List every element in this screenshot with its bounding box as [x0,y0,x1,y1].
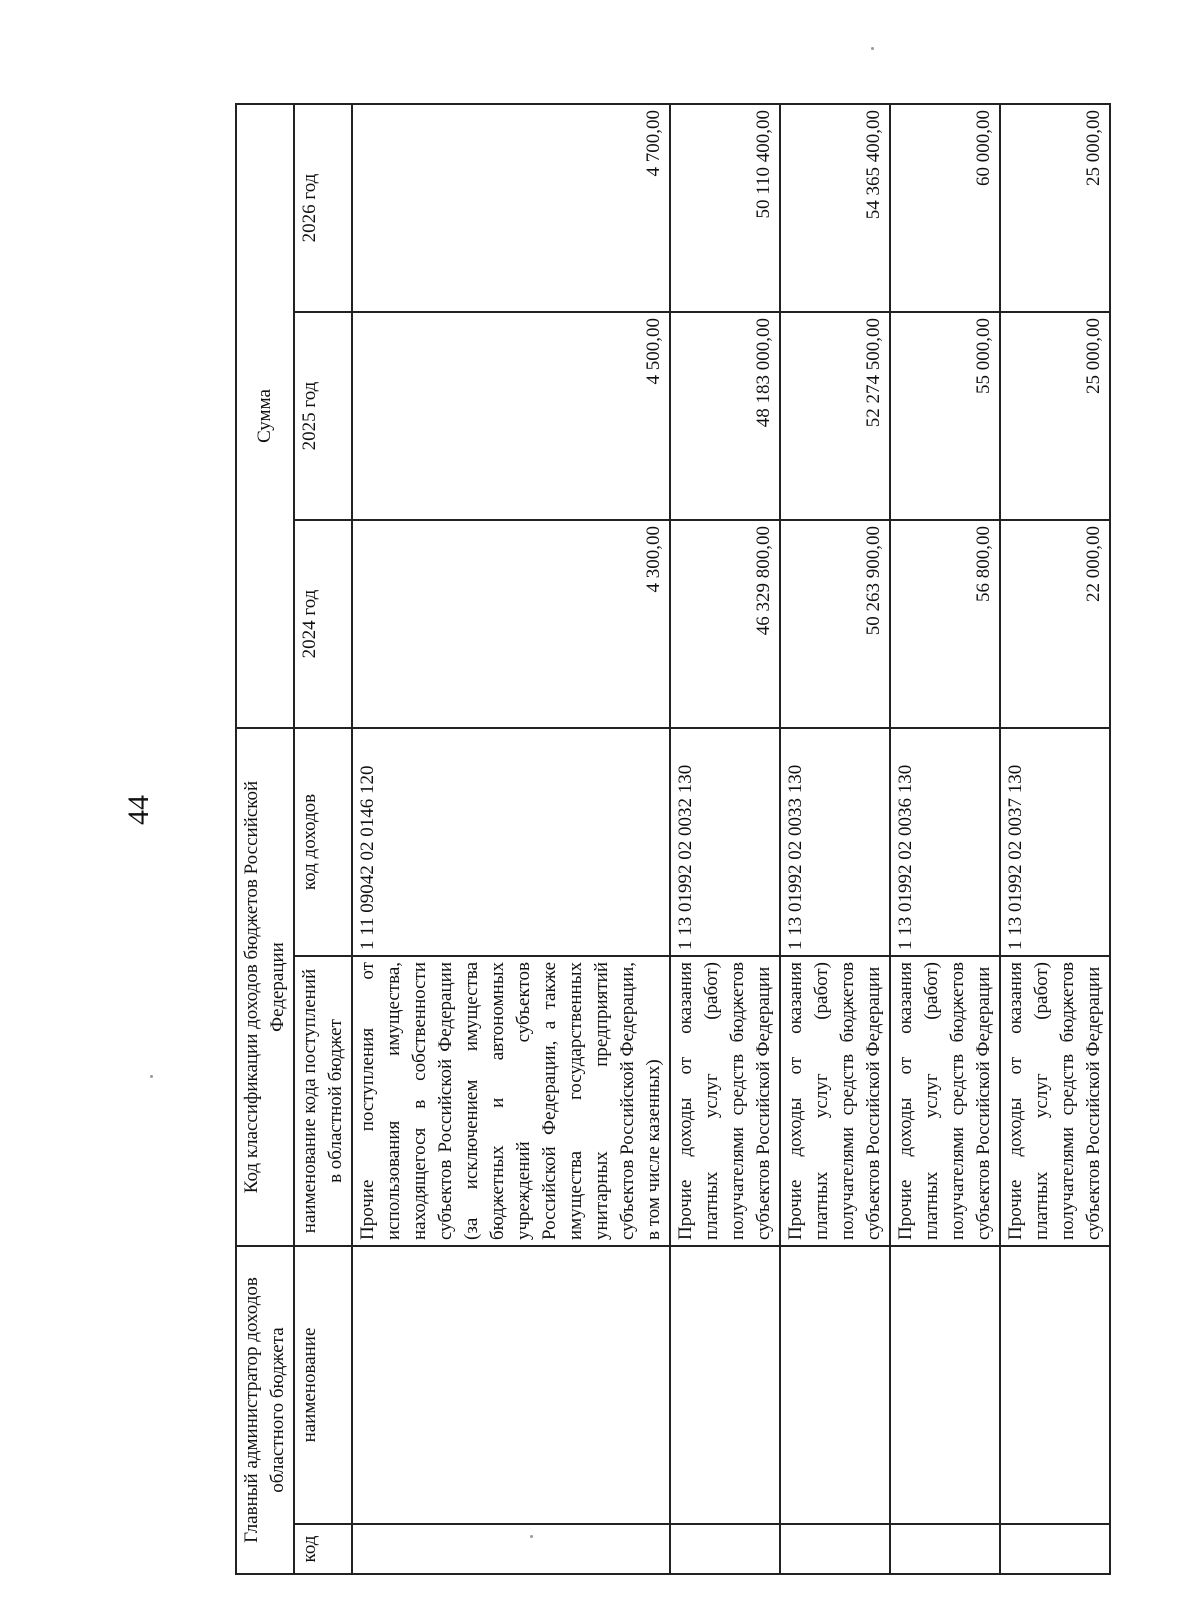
scan-speck [150,1075,153,1078]
cell-2026: 54 365 400,00 [780,104,890,312]
cell-admin-name [352,1246,670,1524]
header-name: наименование [294,1246,352,1524]
budget-revenue-table [235,103,1111,1575]
cell-receipt-name: Прочие поступления от использования имущества, находящегося в собственности субъектов Российской Федерации (за исключением имущества бюджетных и автономных учреждений субъектов Российской Федерации, а также имущества государственных унитарных предприятий субъектов Российской Федерации, в том числе казенных) [352,956,670,1246]
cell-income-code: 1 13 01992 02 0036 130 [890,728,1000,956]
cell-income-code: 1 13 01992 02 0033 130 [780,728,890,956]
cell-2026: 50 110 400,00 [670,104,780,312]
cell-admin-name [1000,1246,1110,1524]
cell-income-code: 1 13 01992 02 0037 130 [1000,728,1110,956]
page-number [119,785,159,835]
header-code: код [294,1524,352,1574]
header-admin-group: Главный администратор доходов областного бюджета [236,1246,294,1574]
cell-2026: 25 000,00 [1000,104,1110,312]
header-classification-group: Код классификации доходов бюджетов Российской Федерации [236,728,294,1246]
cell-2025: 4 500,00 [352,312,670,520]
header-income-code: код доходов [294,728,352,956]
header-row-group [236,104,294,1574]
cell-2025: 48 183 000,00 [670,312,780,520]
cell-admin-name [890,1246,1000,1524]
scan-speck [530,1535,533,1538]
header-receipt-name: наименование кода поступлений в областной бюджет [294,956,352,1246]
cell-income-code: 1 13 01992 02 0032 130 [670,728,780,956]
cell-2024: 56 800,00 [890,520,1000,728]
cell-receipt-name: Прочие доходы от оказания платных услуг (работ) получателями средств бюджетов субъектов Российской Федерации [1000,956,1110,1246]
cell-admin-code [352,1524,670,1574]
table-row [780,104,890,1574]
header-2024: 2024 год [294,520,352,728]
header-2025: 2025 год [294,312,352,520]
header-sum-group: Сумма [236,104,294,728]
cell-admin-code [890,1524,1000,1574]
cell-2025: 52 274 500,00 [780,312,890,520]
header-row-columns [294,104,352,1574]
cell-2024: 22 000,00 [1000,520,1110,728]
cell-receipt-name: Прочие доходы от оказания платных услуг (работ) получателями средств бюджетов субъектов Российской Федерации [670,956,780,1246]
scan-speck [871,47,874,50]
cell-2024: 50 263 900,00 [780,520,890,728]
cell-receipt-name: Прочие доходы от оказания платных услуг (работ) получателями средств бюджетов субъектов Российской Федерации [780,956,890,1246]
cell-admin-code [780,1524,890,1574]
cell-admin-code [1000,1524,1110,1574]
table-row [352,104,670,1574]
cell-2024: 4 300,00 [352,520,670,728]
cell-2026: 4 700,00 [352,104,670,312]
cell-2024: 46 329 800,00 [670,520,780,728]
cell-2025: 25 000,00 [1000,312,1110,520]
table-row [1000,104,1110,1574]
cell-admin-name [670,1246,780,1524]
rotated-table-sheet [235,105,1104,1575]
cell-admin-code [670,1524,780,1574]
page-number-text: 44 [122,795,155,825]
cell-admin-name [780,1246,890,1524]
table-row [890,104,1000,1574]
table-row [670,104,780,1574]
cell-2025: 55 000,00 [890,312,1000,520]
header-2026: 2026 год [294,104,352,312]
cell-income-code: 1 11 09042 02 0146 120 [352,728,670,956]
cell-receipt-name: Прочие доходы от оказания платных услуг (работ) получателями средств бюджетов субъектов Российской Федерации [890,956,1000,1246]
cell-2026: 60 000,00 [890,104,1000,312]
